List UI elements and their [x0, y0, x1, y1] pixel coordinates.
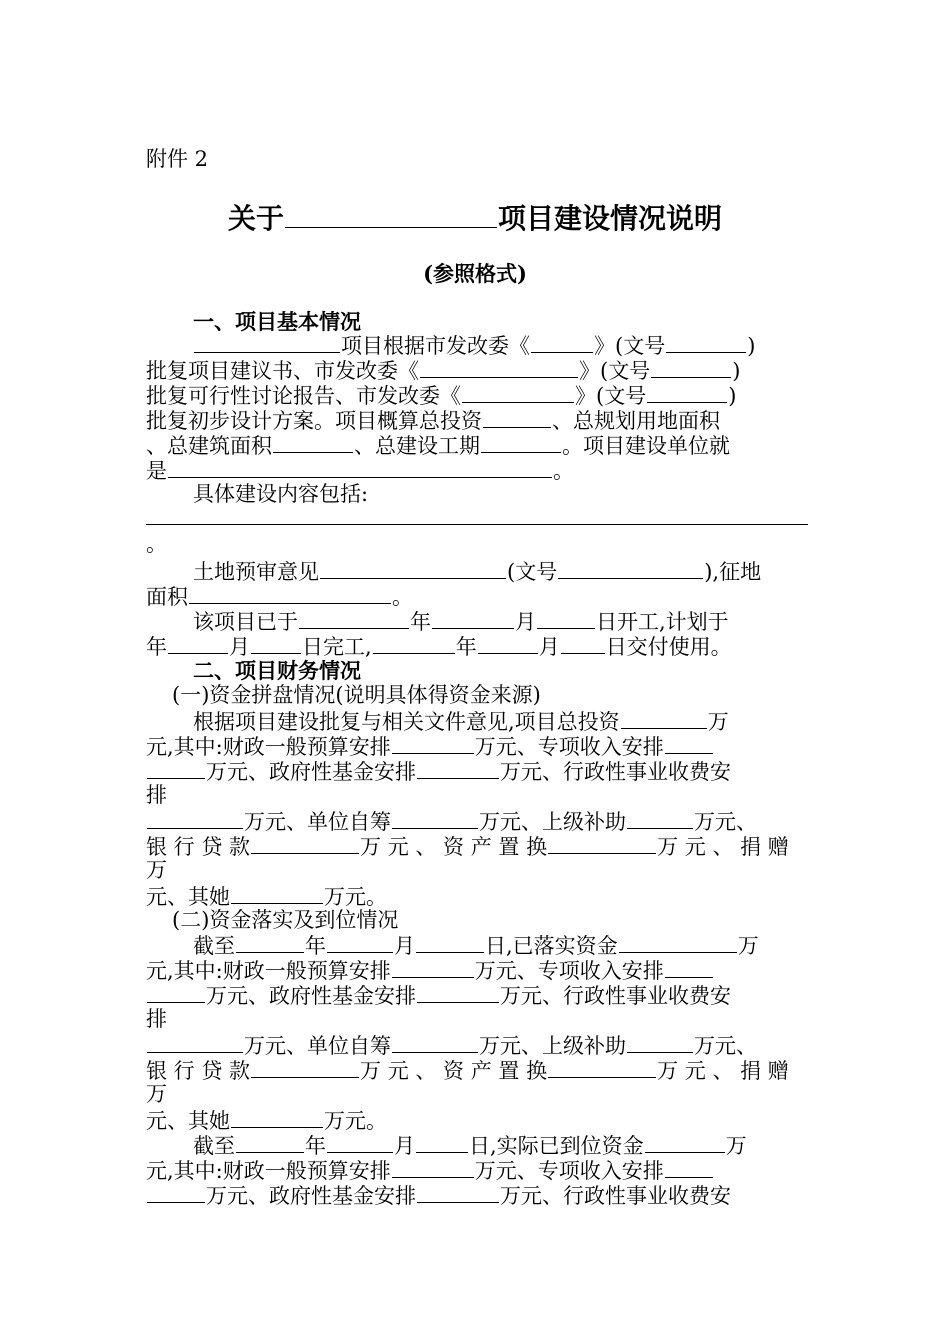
- blank[interactable]: [373, 633, 455, 654]
- blank[interactable]: [236, 932, 304, 953]
- blank[interactable]: [558, 558, 703, 579]
- blank[interactable]: [147, 1182, 205, 1203]
- blank[interactable]: [168, 457, 552, 478]
- paragraph-line: 截至 年 月 日,实际已到位资金 万: [193, 1134, 747, 1158]
- blank[interactable]: [251, 633, 301, 654]
- paragraph-line: 银 行 贷 款 万 元 、 资 产 置 换 万 元 、 捐 赠: [146, 1059, 789, 1083]
- blank[interactable]: [645, 1132, 725, 1153]
- paragraph-line: 土地预审意见 (文号 ),征地: [193, 560, 762, 584]
- blank-project-name[interactable]: [285, 197, 497, 228]
- blank[interactable]: [665, 957, 713, 978]
- blank[interactable]: [416, 1132, 468, 1153]
- blank[interactable]: [548, 833, 656, 854]
- blank[interactable]: [537, 608, 595, 629]
- blank[interactable]: [621, 708, 707, 729]
- paragraph-line: 。: [146, 532, 167, 556]
- blank[interactable]: [392, 733, 474, 754]
- paragraph-line: 批复项目建议书、市发改委《 》(文号 ): [146, 359, 741, 383]
- blank[interactable]: [432, 608, 514, 629]
- blank[interactable]: [392, 808, 478, 829]
- blank-content-line[interactable]: [146, 524, 808, 525]
- blank[interactable]: [327, 932, 393, 953]
- paragraph-line: 排: [146, 783, 167, 807]
- blank[interactable]: [561, 633, 605, 654]
- blank[interactable]: [392, 1157, 474, 1178]
- blank[interactable]: [392, 1032, 478, 1053]
- blank[interactable]: [320, 558, 506, 579]
- paragraph-line: 元,其中:财政一般预算安排 万元、专项收入安排: [146, 733, 714, 758]
- paragraph-line: 万元、政府性基金安排 万元、行政性事业收费安: [146, 1182, 731, 1207]
- blank[interactable]: [251, 1057, 359, 1078]
- paragraph-line: 年 月 日完工, 年 月 日交付使用。: [146, 635, 732, 659]
- paragraph-line: 元,其中:财政一般预算安排 万元、专项收入安排: [146, 957, 714, 982]
- paragraph-line: 万: [146, 1082, 167, 1106]
- blank[interactable]: [189, 583, 391, 604]
- blank[interactable]: [147, 758, 205, 779]
- blank[interactable]: [273, 432, 353, 453]
- blank[interactable]: [483, 407, 551, 428]
- blank[interactable]: [417, 758, 499, 779]
- paragraph-line: 、总建筑面积 、总建设工期 。项目建设单位就: [146, 434, 730, 458]
- blank[interactable]: [236, 1132, 304, 1153]
- subsection-1-heading: (一)资金拼盘情况(说明具体得资金来源): [172, 683, 541, 707]
- paragraph-line: 万元、单位自筹 万元、上级补助 万元、: [146, 808, 757, 833]
- blank[interactable]: [392, 957, 474, 978]
- blank[interactable]: [627, 808, 693, 829]
- blank[interactable]: [251, 833, 359, 854]
- document-subtitle: (参照格式): [423, 261, 527, 286]
- paragraph-line: 万元、政府性基金安排 万元、行政性事业收费安: [146, 982, 731, 1007]
- blank[interactable]: [651, 357, 731, 378]
- paragraph-line: 元、其她 万元。: [146, 1109, 387, 1133]
- blank[interactable]: [194, 332, 340, 353]
- paragraph-line: 万元、政府性基金安排 万元、行政性事业收费安: [146, 758, 731, 783]
- blank[interactable]: [147, 982, 205, 1003]
- paragraph-line: 具体建设内容包括:: [193, 482, 369, 506]
- paragraph-line: 截至 年 月 日,已落实资金 万: [193, 934, 759, 958]
- paragraph-line: 银 行 贷 款 万 元 、 资 产 置 换 万 元 、 捐 赠: [146, 835, 789, 859]
- paragraph-line: 万: [146, 858, 167, 882]
- blank[interactable]: [327, 1132, 393, 1153]
- blank[interactable]: [462, 382, 574, 403]
- paragraph-line: 万元、单位自筹 万元、上级补助 万元、: [146, 1032, 757, 1057]
- blank[interactable]: [647, 382, 727, 403]
- paragraph-line: 元,其中:财政一般预算安排 万元、专项收入安排: [146, 1157, 714, 1182]
- paragraph-line: 根据项目建设批复与相关文件意见,项目总投资 万: [193, 710, 729, 734]
- subsection-2-heading: (二)资金落实及到位情况: [172, 908, 399, 932]
- blank[interactable]: [619, 932, 737, 953]
- blank[interactable]: [478, 633, 538, 654]
- blank[interactable]: [147, 1032, 243, 1053]
- blank[interactable]: [147, 808, 243, 829]
- section-1-heading: 一、项目基本情况: [193, 309, 361, 334]
- blank[interactable]: [665, 733, 713, 754]
- blank[interactable]: [168, 633, 228, 654]
- blank[interactable]: [666, 332, 746, 353]
- attachment-label: 附件 2: [146, 147, 209, 171]
- blank[interactable]: [231, 883, 323, 904]
- paragraph-line: 面积 。: [146, 585, 413, 609]
- paragraph-line: 元、其她 万元。: [146, 885, 387, 909]
- blank[interactable]: [548, 1057, 656, 1078]
- blank[interactable]: [665, 1157, 713, 1178]
- paragraph-line: 该项目已于 年 月 日开工,计划于: [193, 610, 729, 634]
- blank[interactable]: [299, 608, 409, 629]
- blank[interactable]: [417, 982, 499, 1003]
- paragraph-line: 批复可行性讨论报告、市发改委《 》(文号 ): [146, 384, 737, 408]
- blank[interactable]: [231, 1107, 323, 1128]
- blank[interactable]: [417, 1182, 499, 1203]
- blank[interactable]: [420, 357, 578, 378]
- paragraph-line: 是 。: [146, 459, 574, 483]
- document-title: 关于 项目建设情况说明: [0, 197, 950, 239]
- blank[interactable]: [481, 432, 561, 453]
- section-2-heading: 二、项目财务情况: [193, 658, 361, 683]
- paragraph-line: 项目根据市发改委《 》(文号 ): [193, 332, 755, 357]
- paragraph-line: 排: [146, 1007, 167, 1031]
- paragraph-line: 批复初步设计方案。项目概算总投资 、总规划用地面积: [146, 409, 720, 433]
- blank[interactable]: [531, 332, 593, 353]
- blank[interactable]: [627, 1032, 693, 1053]
- blank[interactable]: [416, 932, 484, 953]
